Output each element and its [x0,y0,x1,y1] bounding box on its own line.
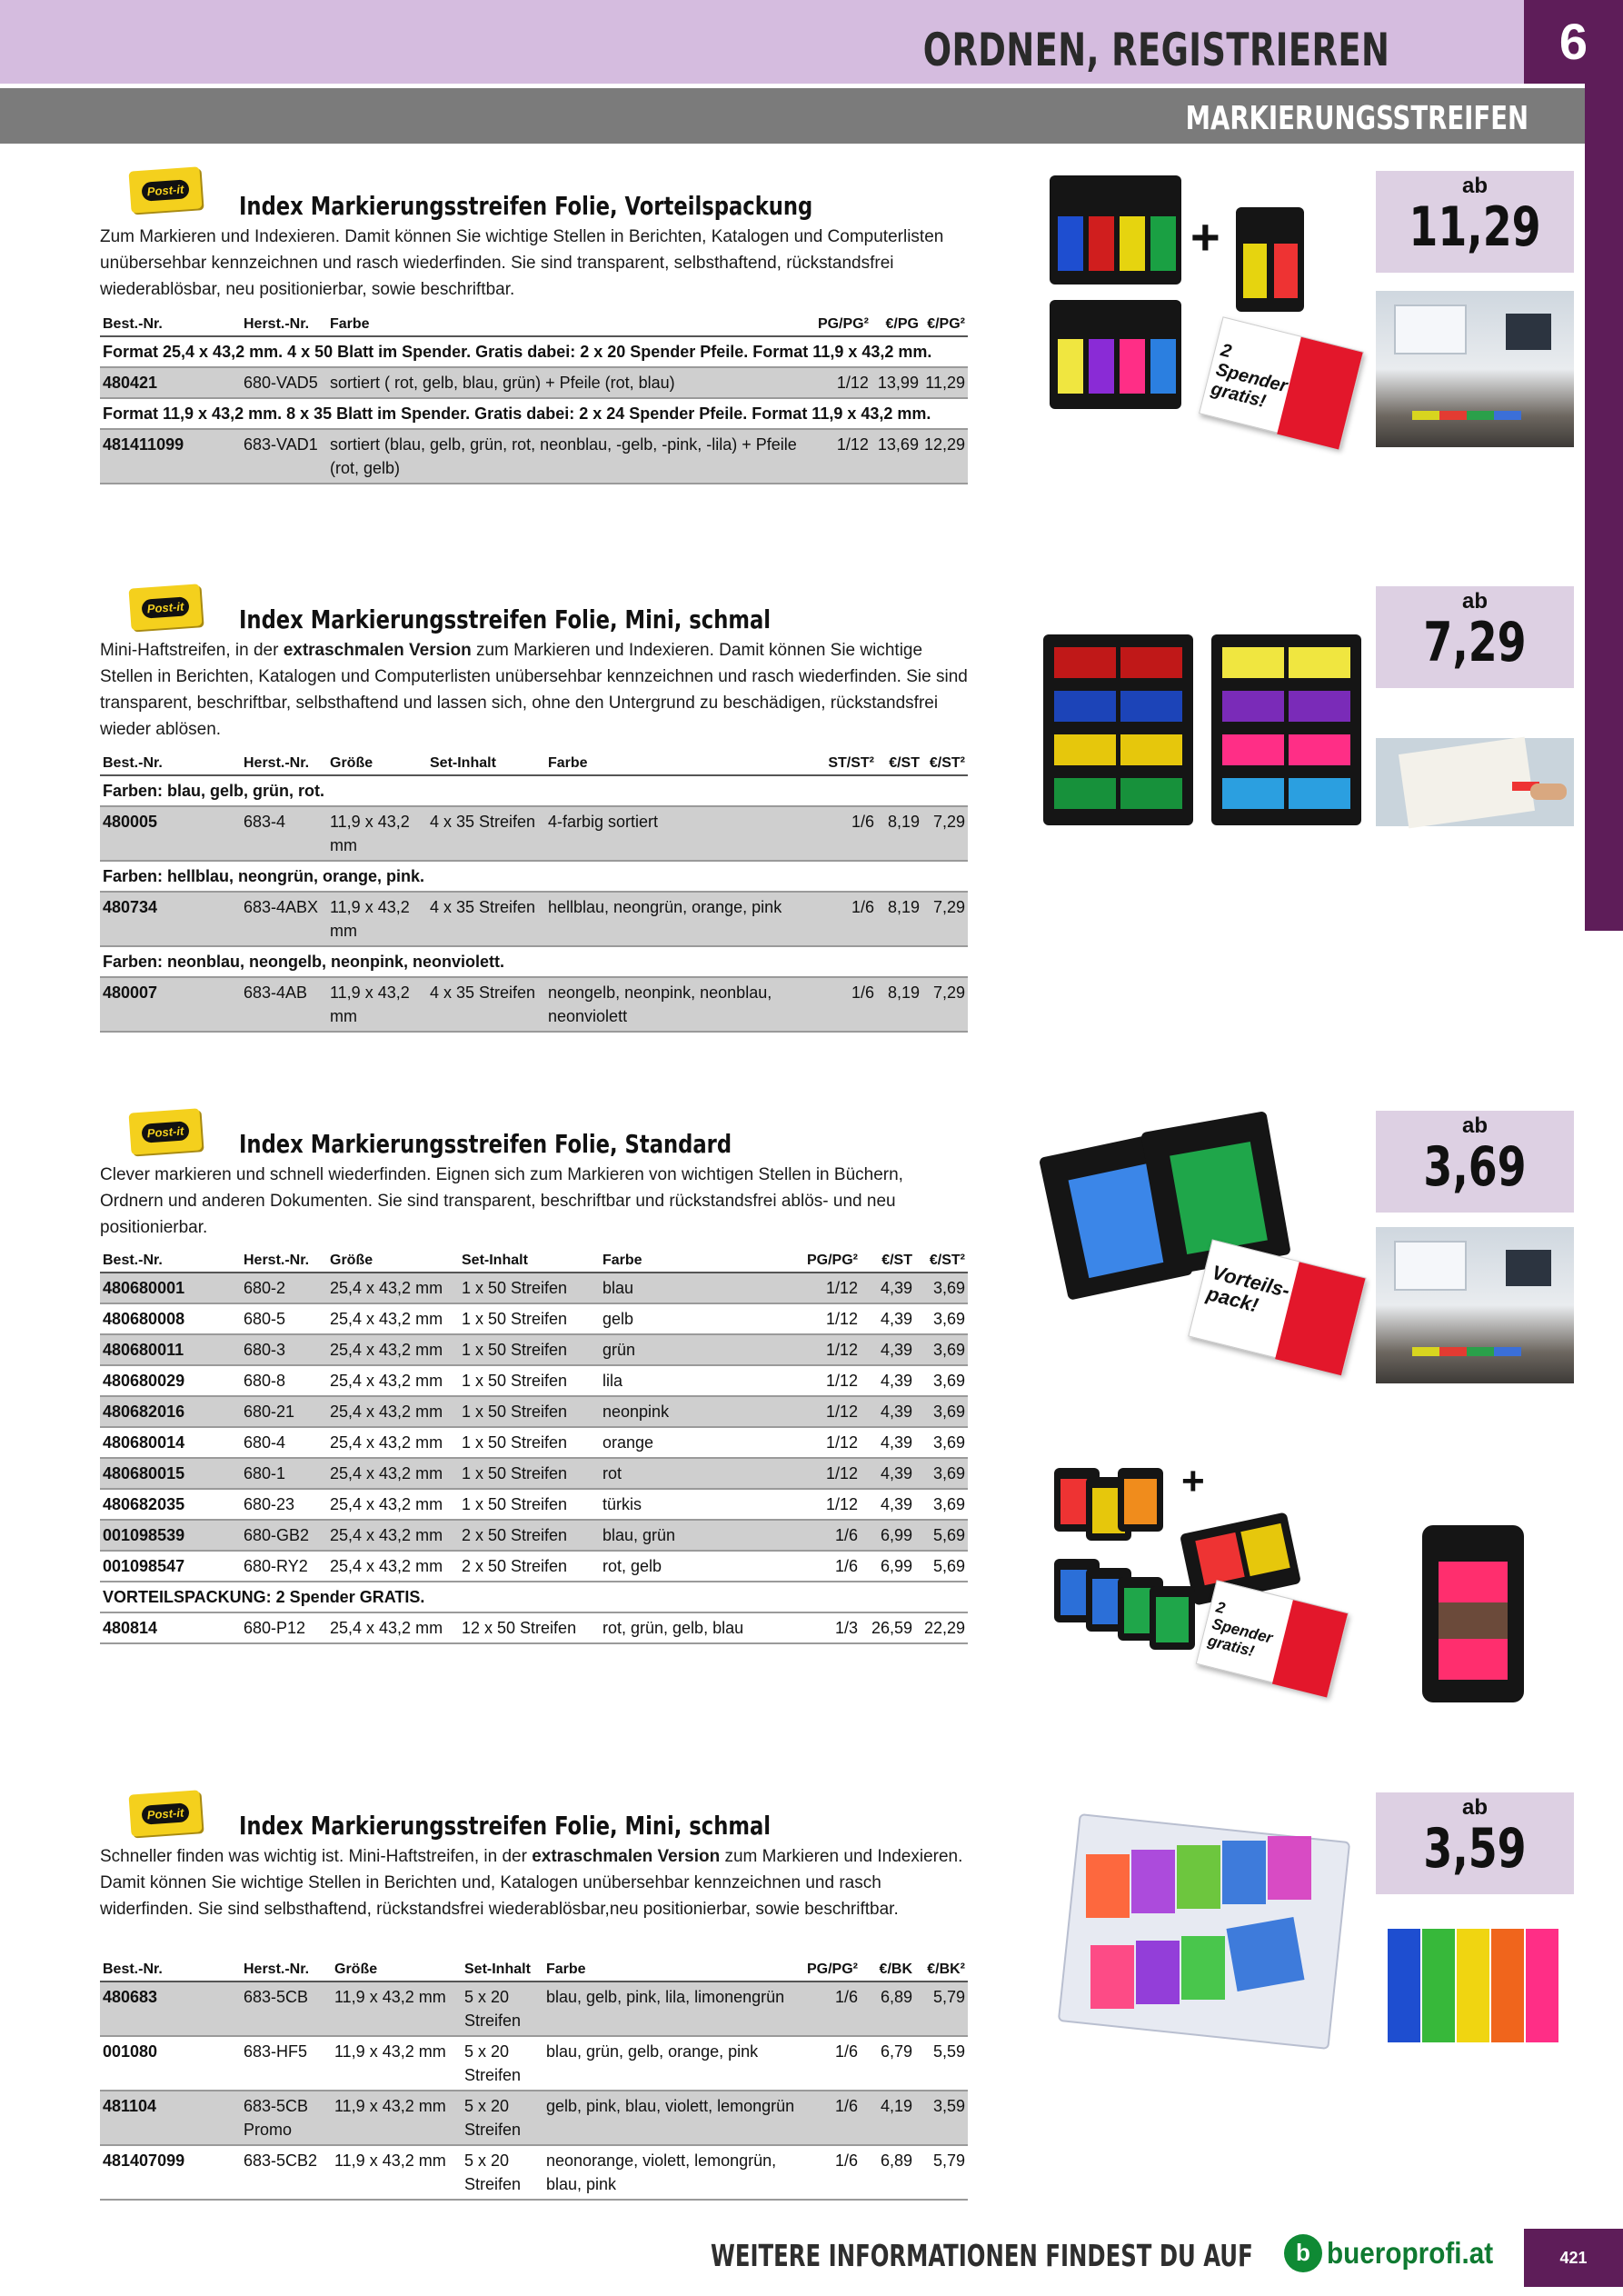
col-header: Größe [327,1249,459,1273]
product-title: Index Markierungsstreifen Folie, Mini, schmal [239,1811,772,1841]
price: 7,29 [1423,611,1527,674]
col-header: PG/PG² [802,1249,861,1273]
chapter-strip [1585,84,1623,931]
subheader-bar [0,88,1585,144]
product-table [100,1249,968,1644]
col-header: Best.-Nr. [100,313,241,336]
product-description: Zum Markieren und Indexieren. Damit können Sie wichtige Stellen in Berichten, Katalogen und Computerlisten unübersehbar kennzeichnen und rasch wiederfinden. Sie sind transparent, selbsthaftend, rückstandsfrei wiederablösbar, neu positionierbar, sowie beschriftbar. [100,227,944,299]
product-photo-office [1376,291,1574,447]
col-header: Herst.-Nr. [241,1958,332,1982]
product-section-2 [100,577,968,1025]
col-header: Größe [332,1958,462,1982]
price: 3,59 [1423,1817,1527,1881]
col-header: Farbe [327,313,815,336]
section-category: MARKIERUNGSSTREIFEN [1185,100,1528,137]
product-image-mini-dispensers [1043,634,1361,825]
product-section-1 [100,164,968,491]
price-box: ab 3,59 [1376,1792,1574,1894]
table-row: 480680015 680-1 25,4 x 43,2 mm 1 x 50 Streifen rot 1/12 4,39 3,69 [100,1458,968,1489]
vorteilspack-label: Vorteils-pack! [1204,1260,1292,1317]
product-image-mini-set [1059,1818,1349,2045]
table-note-row: Farben: blau, gelb, grün, rot. [100,775,968,806]
col-header: Herst.-Nr. [241,313,327,336]
product-image-dispensers: + 2 Spender gratis! [1045,171,1363,462]
table-note-row: Format 11,9 x 43,2 mm. 8 x 35 Blatt im Spender. Gratis dabei: 2 x 24 Spender Pfeile. Format 11,9 x 43,2 mm. [100,398,968,429]
bueroprofi-logo[interactable] [1284,2234,1512,2272]
col-header: Best.-Nr. [100,1249,241,1273]
col-header: €/PG² [921,313,968,336]
table-row: 480680008 680-5 25,4 x 43,2 mm 1 x 50 Streifen gelb 1/12 4,39 3,69 [100,1303,968,1334]
postit-logo: Post-it [128,584,202,630]
table-note-row: VORTEILSPACKUNG: 2 Spender GRATIS. [100,1582,968,1612]
product-photo-document [1376,738,1574,826]
col-header: Herst.-Nr. [241,1249,327,1273]
table-row: 480734 683-4ABX 11,9 x 43,2 mm 4 x 35 Streifen hellblau, neongrün, orange, pink 1/6 8,19 7,29 [100,892,968,946]
table-note-row: Farben: hellblau, neongrün, orange, pink. [100,861,968,892]
table-row: 480680001 680-2 25,4 x 43,2 mm 1 x 50 Streifen blau 1/12 4,39 3,69 [100,1273,968,1303]
table-row: 001080 683-HF5 11,9 x 43,2 mm 5 x 20 Streifen blau, grün, gelb, orange, pink 1/6 6,79 5,59 [100,2036,968,2091]
product-table [100,752,968,1033]
product-description: Mini-Haftstreifen, in der extraschmalen Version zum Markieren und Indexieren. Damit können Sie wichtige Stellen in Berichten, Katalogen und Computerlisten unübersehbar kennzeichnen und rasch wiederfinden. Sie sind transparent, beschriftbar, selbsthaftend und lassen sich, ohne den Untergrund zu beschädigen, rückstandsfrei wieder ablösen. [100,641,968,739]
table-row: 001098547 680-RY2 25,4 x 43,2 mm 2 x 50 Streifen rot, gelb 1/6 6,99 5,69 [100,1551,968,1582]
col-header: Farbe [545,752,818,775]
table-row: 480007 683-4AB 11,9 x 43,2 mm 4 x 35 Streifen neongelb, neonpink, neonblau, neonviolett 1/6 8,19 7,29 [100,977,968,1032]
col-header: Set-Inhalt [427,752,545,775]
col-header: €/PG [871,313,921,336]
col-header: ST/ST² [818,752,877,775]
table-row: 480005 683-4 11,9 x 43,2 mm 4 x 35 Streifen 4-farbig sortiert 1/6 8,19 7,29 [100,806,968,861]
col-header: Best.-Nr. [100,1958,241,1982]
product-description: Schneller finden was wichtig ist. Mini-Haftstreifen, in der extraschmalen Version zum Markieren und Indexieren. Damit können Sie wichtige Stellen in Berichten und, Katalogen unübersehbar kennzeichnen und rasch widerfinden. Sie sind selbsthaftend, rückstandsfrei wiederablösbar,neu positionierbar, sowie beschriftbar. [100,1847,963,1919]
table-row: 480680011 680-3 25,4 x 43,2 mm 1 x 50 Streifen grün 1/12 4,39 3,69 [100,1334,968,1365]
table-row: 480680014 680-4 25,4 x 43,2 mm 1 x 50 Streifen orange 1/12 4,39 3,69 [100,1427,968,1458]
col-header: Set-Inhalt [459,1249,600,1273]
page-title: ORDNEN, REGISTRIEREN [922,24,1389,76]
product-photo-office [1376,1227,1574,1383]
table-note-row: Farben: neonblau, neongelb, neonpink, neonviolett. [100,946,968,977]
postit-logo: Post-it [128,166,202,213]
table-row: 480682035 680-23 25,4 x 43,2 mm 1 x 50 Streifen türkis 1/12 4,39 3,69 [100,1489,968,1520]
product-title: Index Markierungsstreifen Folie, Vorteilspackung [239,191,813,221]
table-row: 480421 680-VAD5 sortiert ( rot, gelb, blau, grün) + Pfeile (rot, blau) 1/12 13,99 11,29 [100,367,968,398]
product-title: Index Markierungsstreifen Folie, Standard [239,1129,732,1159]
table-row: 480680029 680-8 25,4 x 43,2 mm 1 x 50 Streifen lila 1/12 4,39 3,69 [100,1365,968,1396]
col-header: PG/PG² [802,1958,861,1982]
col-header: Herst.-Nr. [241,752,327,775]
product-description: Clever markieren und schnell wiederfinden. Eignen sich zum Markieren von wichtigen Stellen in Büchern, Ordnern und anderen Dokumenten. Sie sind transparent, beschriftbar und rückstandsfrei ablös- und neu positionierbar. [100,1165,903,1237]
page-number: 421 [1524,2229,1623,2287]
col-header: Set-Inhalt [462,1958,543,1982]
table-row: 481407099 683-5CB2 11,9 x 43,2 mm 5 x 20 Streifen neonorange, violett, lemongrün, blau, pink 1/6 6,89 5,79 [100,2145,968,2200]
col-header: Best.-Nr. [100,752,241,775]
gratis-label: 2 Spender gratis! [1209,340,1289,413]
postit-logo: Post-it [128,1790,202,1836]
bueroprofi-icon: b [1284,2234,1322,2272]
price: 11,29 [1409,195,1541,259]
product-table [100,1958,968,2201]
price-box: ab 3,69 [1376,1111,1574,1213]
col-header: €/BK² [915,1958,968,1982]
product-image-single-dispenser [1422,1525,1524,1702]
chapter-number: 6 [1524,0,1623,84]
price-box: ab 7,29 [1376,586,1574,688]
postit-logo: Post-it [128,1108,202,1154]
gratis-label: 2 Spender gratis! [1206,1598,1275,1661]
table-row: 481411099 683-VAD1 sortiert (blau, gelb, grün, rot, neonblau, -gelb, -pink, -lila) + Pfeile (rot, gelb) 1/12 13,69 12,29 [100,429,968,484]
col-header: Farbe [600,1249,802,1273]
product-image-value-pack: + 2 Spender gratis! [1050,1459,1363,1695]
product-title: Index Markierungsstreifen Folie, Mini, schmal [239,604,772,634]
product-section-3 [100,1102,968,1637]
price-box: ab 11,29 [1376,171,1574,273]
footer-text: WEITERE INFORMATIONEN FINDEST DU AUF [711,2238,1253,2273]
col-header: €/ST [877,752,922,775]
price: 3,69 [1423,1135,1527,1199]
table-row: 480683 683-5CB 11,9 x 43,2 mm 5 x 20 Streifen blau, gelb, pink, lila, limonengrün 1/6 6,89 5,79 [100,1982,968,2036]
header-bar [0,0,1524,84]
col-header: €/ST [861,1249,915,1273]
col-header: €/BK [861,1958,915,1982]
product-table [100,313,968,484]
col-header: €/ST² [915,1249,968,1273]
site-link[interactable]: bueroprofi.at [1327,2236,1494,2270]
product-image-mini-strips [1388,1929,1560,2047]
table-row: 481104 683-5CB Promo 11,9 x 43,2 mm 5 x 20 Streifen gelb, pink, blau, violett, lemongrün 1/6 4,19 3,59 [100,2091,968,2145]
product-section-4 [100,1783,968,2211]
product-image-standard-dispensers [1043,1107,1366,1389]
col-header: Farbe [543,1958,802,1982]
table-note-row: Format 25,4 x 43,2 mm. 4 x 50 Blatt im Spender. Gratis dabei: 2 x 20 Spender Pfeile. Format 11,9 x 43,2 mm. [100,336,968,367]
col-header: PG/PG² [815,313,871,336]
col-header: Größe [327,752,427,775]
table-row: 480682016 680-21 25,4 x 43,2 mm 1 x 50 Streifen neonpink 1/12 4,39 3,69 [100,1396,968,1427]
table-row: 001098539 680-GB2 25,4 x 43,2 mm 2 x 50 Streifen blau, grün 1/6 6,99 5,69 [100,1520,968,1551]
col-header: €/ST² [922,752,968,775]
table-row: 480814 680-P12 25,4 x 43,2 mm 12 x 50 Streifen rot, grün, gelb, blau 1/3 26,59 22,29 [100,1612,968,1643]
